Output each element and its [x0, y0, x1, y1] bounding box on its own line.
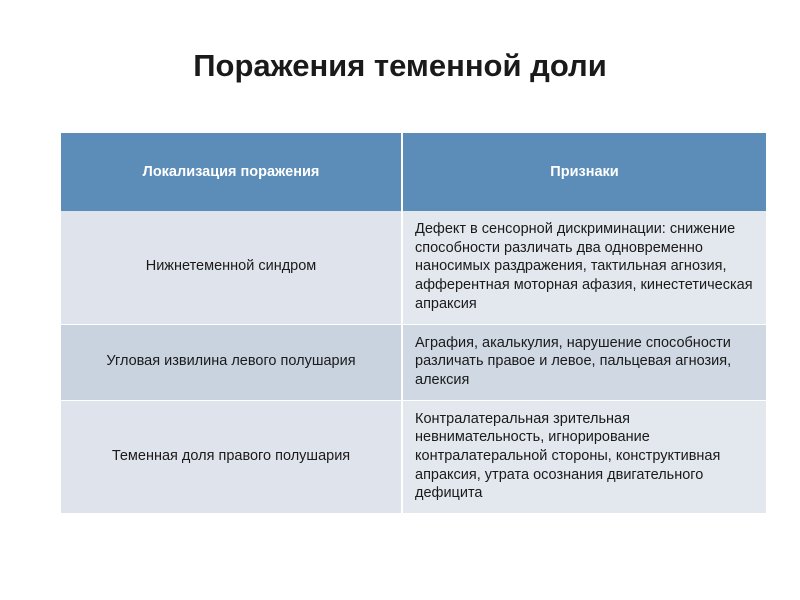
cell-signs: Аграфия, акалькулия, нарушение способности различать правое и левое, пальцевая агнозия, алексия	[402, 324, 766, 400]
column-header-location: Локализация поражения	[61, 133, 402, 211]
lesion-table-container	[61, 133, 766, 514]
cell-location: Нижнетеменной синдром	[61, 211, 402, 324]
lesion-table	[61, 133, 766, 514]
table-row	[61, 324, 766, 400]
cell-signs: Дефект в сенсорной дискриминации: снижение способности различать два одновременно наносимых раздражения, тактильная агнозия, афферентная моторная афазия, кинестетическая апраксия	[402, 211, 766, 324]
table-header-row	[61, 133, 766, 211]
table-row	[61, 400, 766, 514]
page-title: Поражения теменной доли	[193, 48, 607, 83]
cell-location: Теменная доля правого полушария	[61, 400, 402, 514]
table-row	[61, 211, 766, 324]
table-header	[61, 133, 766, 211]
cell-signs: Контралатеральная зрительная невнимательность, игнорирование контралатеральной стороны, конструктивная апраксия, утрата осознания двигательного дефицита	[402, 400, 766, 514]
column-header-signs: Признаки	[402, 133, 766, 211]
cell-location: Угловая извилина левого полушария	[61, 324, 402, 400]
table-body	[61, 211, 766, 514]
